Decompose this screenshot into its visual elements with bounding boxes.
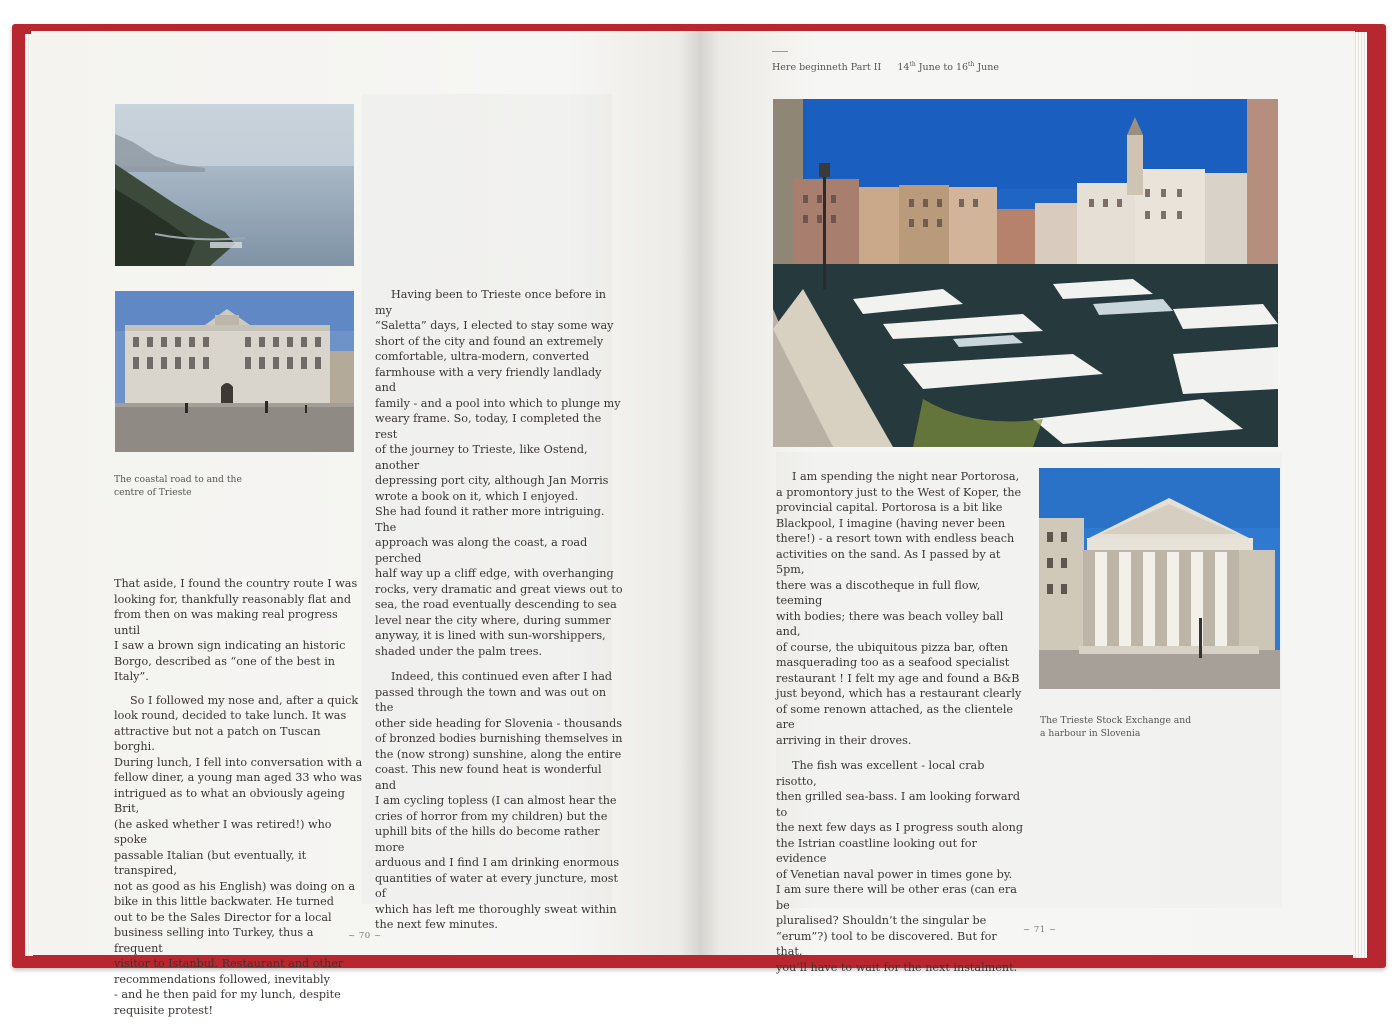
- running-head-date-a: 14: [897, 62, 910, 73]
- slovenia-harbour-photo: [773, 99, 1278, 447]
- stock-exchange-photo: [1039, 468, 1280, 689]
- coastal-road-photo: [115, 104, 354, 266]
- running-head-date-a-sup: th: [909, 60, 916, 68]
- right-photo-caption: The Trieste Stock Exchange and a harbour in Slovenia: [1040, 715, 1192, 739]
- right-paragraph-2: The fish was excellent - local crab risotto, then grilled sea-bass. I am looking forward to the next few days as I progress south along the Istrian coastline looking out for evidence of Venetian naval power in times gone by. I am sure there will be other eras (can era be pluralised? Shouldn’t the singular be “erum”?) tool to be discovered. But for that, you’ll have to wait for the next instalment.: [776, 759, 1024, 974]
- left-col1-paragraph-2: So I followed my nose and, after a quick look round, decided to take lunch. It was attractive but not a patch on Tuscan borghi. During lunch, I fell into conversation with a fellow diner, a young man aged 33 who was intrigued as to what an obviously ageing Brit, (he asked whether I was retired!) who spoke passable Italian (but eventually, it transpired, not as good as his English) was doing on a bike in this little backwater. He turned out to be the Sales Director for a local business selling into Turkey, thus a frequent visitor to Istanbul. Restaurant and other recommendations followed, inevitably - and he then paid for my lunch, despite requisite protest!: [114, 693, 363, 1017]
- running-head: [772, 62, 999, 73]
- right-paragraph-1: I am spending the night near Portorosa, a promontory just to the West of Koper, the provincial capital. Portorosa is a bit like Blackpool, I imagine (having never been there!) - a resort town with endless beach activities on the sand. As I passed by at 5pm, there was a discotheque in full flow, teeming with bodies; there was beach volley ball and, of course, the ubiquitous pizza bar, often masquerading too as a seafood specialist restaurant ! I felt my age and found a B&B just beyond, which has a restaurant clearly of some renown attached, as the clientele are arriving in their droves.: [776, 470, 1022, 747]
- running-head-rule: [772, 51, 788, 52]
- left-col1-paragraph-1: That aside, I found the country route I was looking for, thankfully reasonably flat and from then on was making real progress until I saw a brown sign indicating an historic Borgo, described as “one of the best in Italy”.: [114, 577, 358, 683]
- running-head-part: Here beginneth Part II: [772, 62, 882, 73]
- middle-text-column: [375, 287, 625, 941]
- left-col2-paragraph-2: Indeed, this continued even after I had passed through the town and was out on the other side heading for Slovenia - thousands of bronzed bodies burnishing themselves in the (now strong) sunshine, along the entire coast. This new found heat is wonderful and I am cycling topless (I can almost hear the cries of horror from my children) but the uphill bits of the hills do become rather more arduous and I find I am drinking enormous quantities of water at every juncture, most of which has left me thoroughly sweat within the next few minutes.: [375, 670, 623, 931]
- running-head-date-end: June: [974, 62, 1000, 73]
- right-page-number: ~ 71 ~: [1023, 925, 1057, 935]
- running-head-date-b-sup: th: [968, 60, 975, 68]
- left-page-number: ~ 70 ~: [348, 931, 382, 941]
- page-block-edge-right: [1353, 32, 1367, 958]
- trieste-piazza-photo: [115, 291, 354, 452]
- left-photo-caption: The coastal road to and the centre of Trieste: [114, 474, 242, 498]
- right-text-column: [776, 469, 1026, 983]
- left-col2-paragraph-1: Having been to Trieste once before in my “Saletta” days, I elected to stay some way short of the city and found an extremely comfortable, ultra-modern, converted farmhouse with a very friendly landlady and family - and a pool into which to plunge my weary frame. So, today, I completed the rest of the journey to Trieste, like Ostend, another depressing port city, although Jan Morris wrote a book on it, which I enjoyed. She had found it rather more intriguing. The approach was along the coast, a road perched half way up a cliff edge, with overhanging rocks, very dramatic and great views out to sea, the road eventually descending to sea level near the city where, during summer anyway, it is lined with sun-worshippers, shaded under the palm trees.: [375, 288, 623, 658]
- running-head-date-mid: June to 16: [915, 62, 969, 73]
- left-text-column: [114, 576, 364, 1026]
